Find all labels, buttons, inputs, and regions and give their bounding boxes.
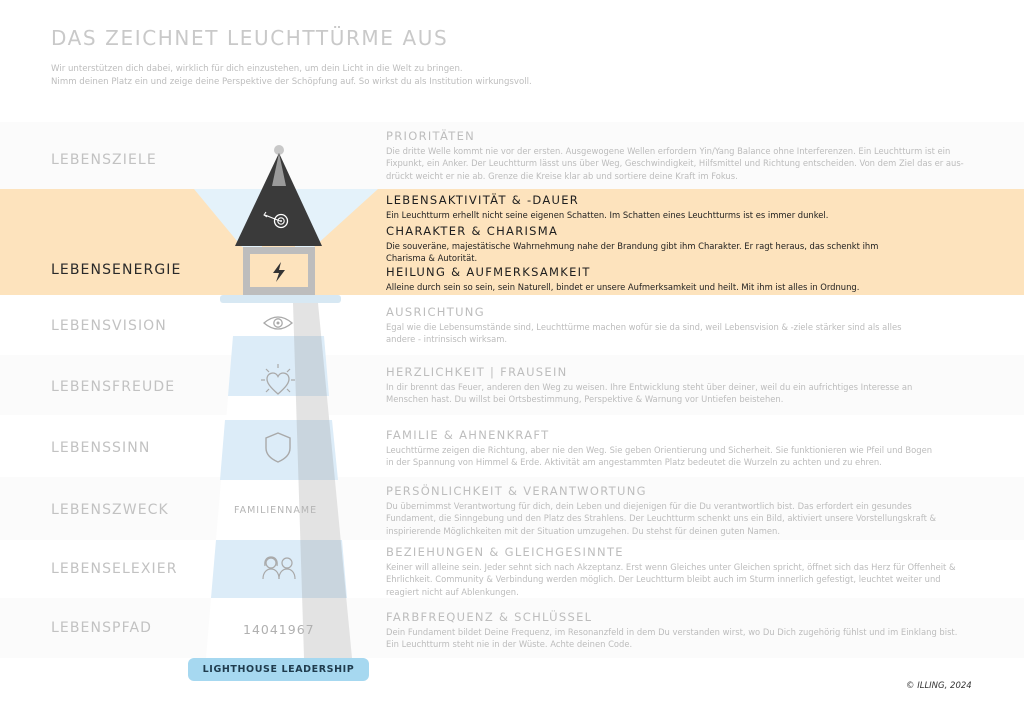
text-line: Ein Leuchtturm erhellt nicht seine eigenen Schatten. Im Schatten eines Leuchtturms ist es immer dunkel. — [386, 210, 829, 220]
text-line: Alleine durch sein so sein, sein Naturell, bindet er unsere Aufmerksamkeit und heilt. Mit ihm ist alles in Ordnung. — [386, 282, 860, 292]
text-line: in der Spannung von Himmel & Erde. Aktivität am angestammten Platz bedeutet die Wurzeln zu achten und zu ehren. — [386, 457, 882, 468]
block-text — [386, 321, 1006, 346]
block-text — [386, 500, 1006, 537]
block-text — [386, 381, 1006, 406]
block-text — [386, 281, 1006, 293]
block-text — [386, 444, 1006, 469]
text-line: reagiert nicht auf Ablenkungen. — [386, 586, 519, 597]
block-heading: AUSRICHTUNG — [386, 305, 485, 319]
block-text — [386, 561, 1006, 598]
block-heilung — [386, 265, 1006, 293]
block-heading: LEBENSAKTIVITÄT & -DAUER — [386, 193, 580, 207]
familienname-label: FAMILIENNAME — [234, 505, 318, 516]
block-persoenlichkeit — [386, 484, 1006, 537]
copyright: © ILLING, 2024 — [906, 681, 972, 691]
block-charakter — [386, 224, 1006, 265]
block-beziehungen — [386, 545, 1006, 598]
text-line: Fixpunkt, ein Anker. Der Leuchtturm lässt uns über Weg, Geschwindigkeit, Hilfsmittel und Richtung entscheiden. Von dem Ziel das er aus- — [386, 158, 964, 169]
intro-line: Wir unterstützen dich dabei, wirklich für dich einzustehen, um dein Licht in die Welt zu bringen. — [51, 64, 463, 74]
band-label: LEBENSENERGIE — [51, 262, 182, 278]
text-line: Die souveräne, majestätische Wahrnehmung nahe der Brandung gibt ihm Charakter. Er ragt heraus, das schenkt ihm — [386, 241, 879, 251]
block-herzlichkeit — [386, 365, 1006, 406]
block-heading: BEZIEHUNGEN & GLEICHGESINNTE — [386, 545, 624, 559]
band-label: LEBENSFREUDE — [51, 379, 176, 395]
text-line: Ein Leuchtturm steht nie in der Wüste. Achte deinen Code. — [386, 639, 633, 650]
band-label: LEBENSZIELE — [51, 152, 157, 168]
text-line: Egal wie die Lebensumstände sind, Leuchttürme machen wofür sie da sind, weil Lebensvision & -ziele stärker sind als alles — [386, 322, 902, 332]
text-line: In dir brennt das Feuer, anderen den Weg zu weisen. Ihre Entwicklung steht über deiner, weil du ein aufrichtiges Interesse an — [386, 382, 913, 392]
text-line: Keiner will alleine sein. Jeder sehnt sich nach Akzeptanz. Erst wenn Gleiches unter Gleichen spricht, öffnet sich das Herz für Offenheit & — [386, 562, 956, 572]
birth-number: 14041967 — [243, 622, 315, 637]
text-line: Du übernimmst Verantwortung für dich, dein Leben und diejenigen für die Du verantwortlich bist. Das erfordert ein gesundes — [386, 501, 912, 511]
block-heading: FARBFREQUENZ & SCHLÜSSEL — [386, 610, 593, 624]
text-line: Ehrlichkeit. Community & Verbindung werden möglich. Der Leuchtturm bleibt auch im Sturm innerlich gefestigt, leuchtet weiter und — [386, 574, 941, 585]
text-line: inspirierende Möglichkeiten mit der Situation umzugehen. Du stehst für deinen guten Namen. — [386, 525, 781, 536]
block-heading: HERZLICHKEIT | FRAUSEIN — [386, 365, 568, 379]
block-ausrichtung — [386, 305, 1006, 346]
page-title: DAS ZEICHNET LEUCHTTÜRME AUS — [51, 26, 449, 50]
band-label: LEBENSSINN — [51, 440, 151, 456]
text-line: drückt weicht er nie ab. Grenze die Kreise klar ab und sortiere deine Kraft im Fokus. — [386, 170, 738, 181]
text-line: Dein Fundament bildet Deine Frequenz, im Resonanzfeld in dem Du verstanden wirst, wo Du Dich zugehörig fühlst und im Einklang bist. — [386, 627, 958, 637]
intro-line: Nimm deinen Platz ein und zeige deine Perspektive der Schöpfung auf. So wirkst du als Institution wirkungsvoll. — [51, 76, 532, 87]
block-heading: HEILUNG & AUFMERKSAMKEIT — [386, 265, 591, 279]
block-lebensaktivitaet — [386, 193, 1006, 221]
band-label: LEBENSELEXIER — [51, 561, 178, 577]
band-label: LEBENSPFAD — [51, 620, 153, 636]
lighthouse-gallery — [220, 295, 341, 303]
block-text — [386, 145, 1006, 182]
block-familie — [386, 428, 1006, 469]
band-label: LEBENSZWECK — [51, 502, 169, 518]
text-line: Fundament, die Sinngebung und den Platz des Strahlens. Der Leuchtturm schenkt uns ein Bild, aktiviert unsere Vorstellungskraft & — [386, 513, 937, 524]
block-text — [386, 209, 1006, 221]
block-farbfrequenz — [386, 610, 1006, 651]
block-heading: FAMILIE & AHNENKRAFT — [386, 428, 550, 442]
band-label: LEBENSVISION — [51, 318, 167, 334]
block-heading: CHARAKTER & CHARISMA — [386, 224, 559, 238]
block-heading: PERSÖNLICHKEIT & VERANTWORTUNG — [386, 484, 647, 498]
text-line: Die dritte Welle kommt nie vor der ersten. Ausgewogene Wellen erfordern Yin/Yang Balance ohne Interferenzen. Ein Leuchtturm ist ein — [386, 146, 951, 156]
lighthouse-leadership-badge: LIGHTHOUSE LEADERSHIP — [188, 658, 369, 681]
block-heading: PRIORITÄTEN — [386, 129, 476, 143]
text-line: andere - intrinsisch wirksam. — [386, 334, 508, 345]
text-line: Charisma & Autorität. — [386, 253, 478, 264]
text-line: Leuchttürme zeigen die Richtung, aber nie den Weg. Sie geben Orientierung und Sicherheit. Sie funktionieren wie Pfeil und Bogen — [386, 445, 933, 455]
text-line: Menschen hast. Du willst bei Ortsbestimmung, Perspektive & Warnung vor Untiefen beistehen. — [386, 394, 784, 405]
block-text — [386, 240, 1006, 265]
block-text — [386, 626, 1006, 651]
block-prioritaeten — [386, 129, 1006, 182]
